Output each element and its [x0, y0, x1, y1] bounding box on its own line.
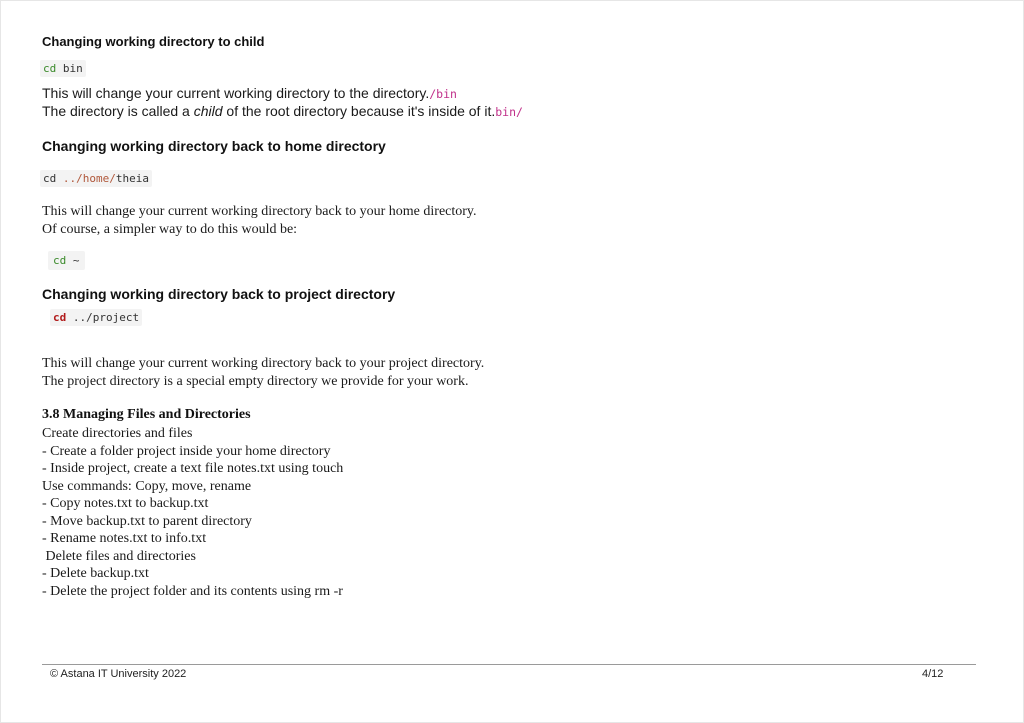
code-command: cd	[43, 62, 57, 75]
code-dots: ..	[62, 172, 77, 185]
manage-line: - Rename notes.txt to info.txt	[42, 531, 207, 546]
home-line-1: This will change your current working directory back to your home directory.	[42, 204, 477, 219]
child-line-2-post: of the root directory because it's inside of it.	[222, 103, 496, 119]
footer-copyright: © Astana IT University 2022	[50, 668, 187, 680]
code-cd-project	[50, 309, 142, 326]
code-argument: ~	[72, 254, 80, 267]
child-line-2	[42, 103, 523, 119]
manage-line: Delete files and directories	[42, 548, 196, 564]
child-line-1-text: This will change your current working directory to the directory.	[42, 85, 430, 101]
code-argument: ../project	[72, 311, 140, 324]
manage-list	[42, 425, 343, 600]
child-line-2-code: bin/	[495, 105, 523, 119]
code-command: cd	[43, 172, 57, 185]
code-command: cd	[53, 311, 67, 324]
manage-line: - Move backup.txt to parent directory	[42, 513, 252, 529]
manage-line: Use commands: Copy, move, rename	[42, 478, 252, 494]
manage-line: - Inside project, create a text file notes.txt using touch	[42, 461, 344, 476]
code-path: /home/	[76, 172, 116, 185]
code-cd-bin	[40, 60, 86, 77]
heading-home: Changing working directory back to home directory	[42, 138, 386, 154]
child-line-2-pre: The directory is called a	[42, 103, 194, 119]
home-line-2: Of course, a simpler way to do this would be:	[42, 222, 298, 237]
manage-line: Create directories and files	[42, 426, 193, 441]
code-user: theia	[115, 172, 149, 185]
heading-managing-files: 3.8 Managing Files and Directories	[42, 407, 251, 422]
heading-child: Changing working directory to child	[42, 34, 265, 49]
code-command: cd	[53, 254, 67, 267]
code-cd-home	[40, 170, 152, 187]
project-line-2: The project directory is a special empty directory we provide for your work.	[42, 374, 469, 389]
manage-line: - Delete backup.txt	[42, 566, 149, 581]
code-argument: bin	[62, 62, 83, 75]
project-line-1: This will change your current working directory back to your project directory.	[42, 356, 485, 371]
footer-divider	[42, 664, 976, 665]
code-cd-tilde	[48, 251, 85, 270]
manage-line: - Copy notes.txt to backup.txt	[42, 496, 209, 511]
child-line-2-emphasis: child	[193, 103, 223, 119]
manage-line: - Delete the project folder and its contents using rm -r	[42, 583, 343, 599]
heading-project: Changing working directory back to project directory	[42, 286, 396, 302]
manage-line: - Create a folder project inside your home directory	[42, 443, 331, 459]
child-line-1-code: /bin	[429, 87, 457, 101]
footer-page-number: 4/12	[922, 668, 944, 680]
child-line-1	[42, 85, 457, 101]
